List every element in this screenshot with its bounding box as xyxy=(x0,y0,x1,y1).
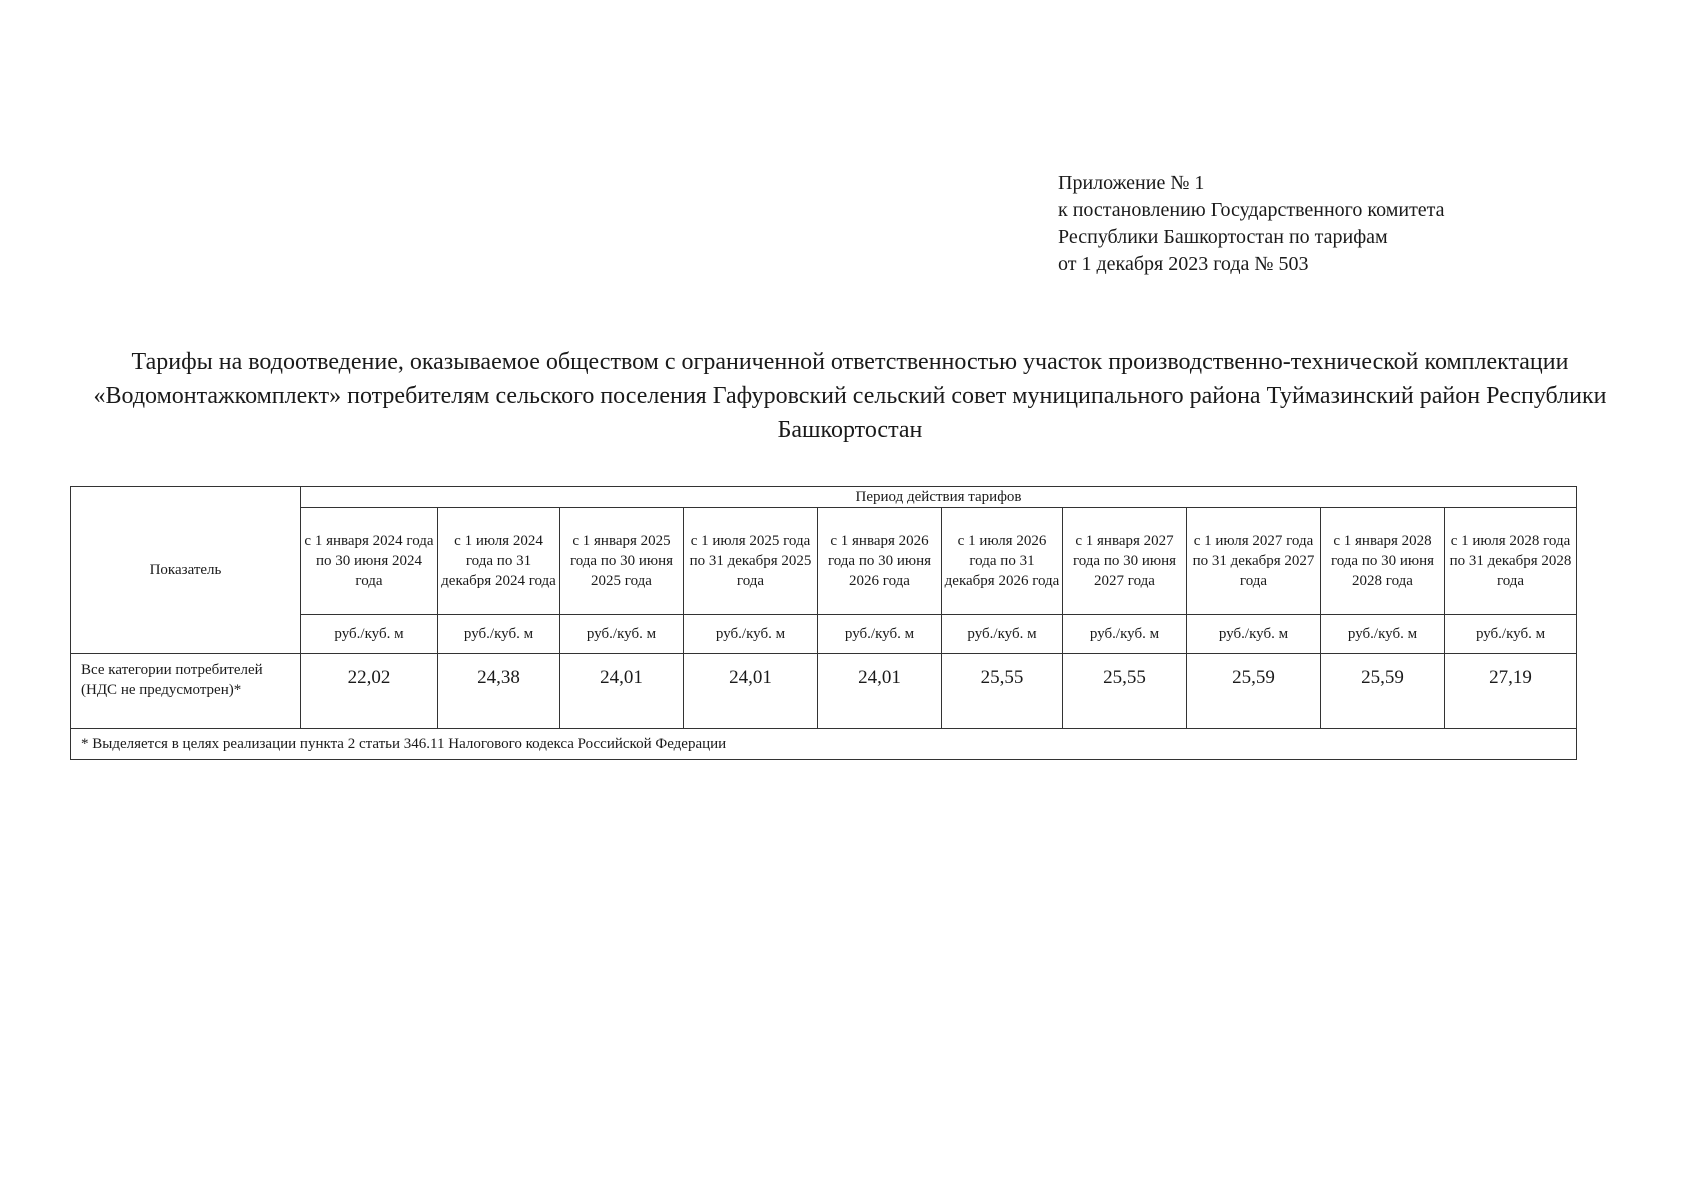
unit-cell: руб./куб. м xyxy=(818,615,942,654)
document-title: Тарифы на водоотведение, оказываемое обществом с ограниченной ответственностью участок производственно-технической комплектации «Водомонтажкомплект» потребителям сельского поселения Гафуровский сельский совет муниципального района Туймазинский район Республики Башкортостан xyxy=(93,349,1607,443)
unit-cell: руб./куб. м xyxy=(301,615,438,654)
tariff-value: 25,55 xyxy=(942,654,1063,729)
appendix-block xyxy=(1058,170,1445,278)
period-cell: с 1 июля 2024 года по 31 декабря 2024 года xyxy=(438,508,560,615)
unit-cell: руб./куб. м xyxy=(684,615,818,654)
unit-cell: руб./куб. м xyxy=(1445,615,1577,654)
unit-cell: руб./куб. м xyxy=(560,615,684,654)
tariff-value: 24,01 xyxy=(684,654,818,729)
period-cell: с 1 июля 2027 года по 31 декабря 2027 года xyxy=(1187,508,1321,615)
period-cell: с 1 января 2025 года по 30 июня 2025 года xyxy=(560,508,684,615)
appendix-line-number: Приложение № 1 xyxy=(1058,172,1205,194)
period-cell: с 1 января 2026 года по 30 июня 2026 года xyxy=(818,508,942,615)
tariff-value: 24,01 xyxy=(818,654,942,729)
unit-cell: руб./куб. м xyxy=(438,615,560,654)
tariff-value: 22,02 xyxy=(301,654,438,729)
footnote: * Выделяется в целях реализации пункта 2 статьи 346.11 Налогового кодекса Российской Федерации xyxy=(71,729,1577,760)
unit-cell: руб./куб. м xyxy=(942,615,1063,654)
unit-cell: руб./куб. м xyxy=(1321,615,1445,654)
tariff-value: 25,55 xyxy=(1063,654,1187,729)
tariff-value: 27,19 xyxy=(1445,654,1577,729)
appendix-line-decree: к постановлению Государственного комитета xyxy=(1058,199,1445,221)
period-cell: с 1 июля 2028 года по 31 декабря 2028 года xyxy=(1445,508,1577,615)
tariff-value: 25,59 xyxy=(1187,654,1321,729)
row-label: Все категории потребителей (НДС не предусмотрен)* xyxy=(71,654,301,729)
period-cell: с 1 января 2027 года по 30 июня 2027 года xyxy=(1063,508,1187,615)
period-header: Период действия тарифов xyxy=(301,487,1577,508)
tariff-value: 24,01 xyxy=(560,654,684,729)
tariff-table xyxy=(70,486,1577,760)
appendix-line-authority: Республики Башкортостан по тарифам xyxy=(1058,226,1388,248)
appendix-line-date: от 1 декабря 2023 года № 503 xyxy=(1058,253,1309,275)
indicator-header: Показатель xyxy=(71,487,301,654)
unit-cell: руб./куб. м xyxy=(1063,615,1187,654)
unit-cell: руб./куб. м xyxy=(1187,615,1321,654)
tariff-value: 25,59 xyxy=(1321,654,1445,729)
period-cell: с 1 января 2024 года по 30 июня 2024 года xyxy=(301,508,438,615)
table-row xyxy=(71,654,1577,729)
period-cell: с 1 июля 2025 года по 31 декабря 2025 года xyxy=(684,508,818,615)
tariff-value: 24,38 xyxy=(438,654,560,729)
period-cell: с 1 января 2028 года по 30 июня 2028 года xyxy=(1321,508,1445,615)
period-cell: с 1 июля 2026 года по 31 декабря 2026 года xyxy=(942,508,1063,615)
